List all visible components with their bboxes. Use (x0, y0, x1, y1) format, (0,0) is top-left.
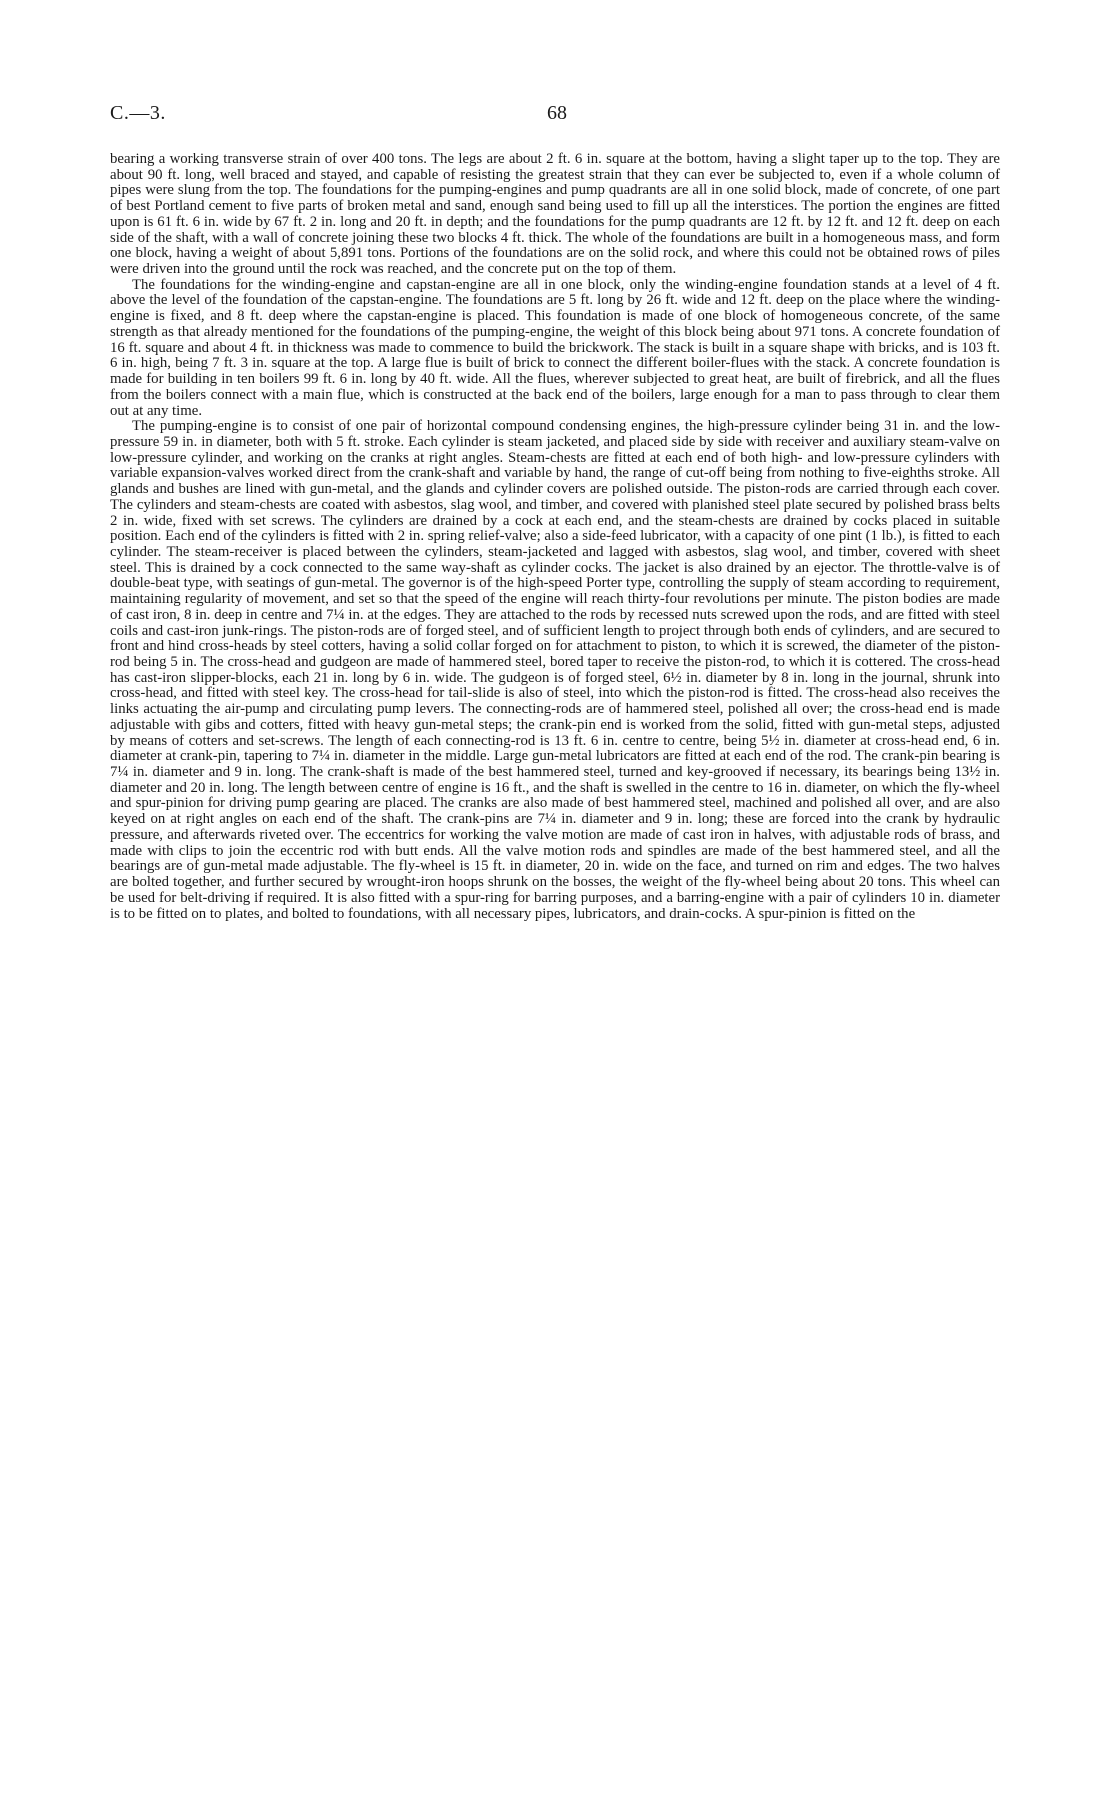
document-reference: C.—3. (110, 102, 166, 124)
body-text (110, 152, 1000, 922)
paragraph-3: The pumping-engine is to consist of one pair of horizontal compound condensing engines, the high-pressure cylinder being 31 in. and the low-pressure 59 in. in diameter, both with 5 ft. stroke. Each cylinder is steam jacketed, and placed side by side with receiver and auxiliary steam-valve on low-pressure cylinder, and working on the cranks at right angles. Steam-chests are fitted at each end of both high- and low-pressure cylinders with variable expansion-valves worked direct from the crank-shaft and variable by hand, the range of cut-off being from nothing to five-eighths stroke. All glands and bushes are lined with gun-metal, and the glands and cylinder covers are polished outside. The piston-rods are carried through each cover. The cylinders and steam-chests are coated with asbestos, slag wool, and timber, and covered with planished steel plate secured by polished brass belts 2 in. wide, fixed with set screws. The cylinders are drained by a cock at each end, and the steam-chests are drained by cocks placed in suitable position. Each end of the cylinders is fitted with 2 in. spring relief-valve; also a side-feed lubricator, with a capacity of one pint (1 lb.), is fitted to each cylinder. The steam-receiver is placed between the cylinders, steam-jacketed and lagged with asbestos, slag wool, and timber, covered with sheet steel. This is drained by a cock connected to the same way-shaft as cylinder cocks. The jacket is also drained by an ejector. The throttle-valve is of double-beat type, with seatings of gun-metal. The governor is of the high-speed Porter type, controlling the supply of steam according to requirement, maintaining regularity of movement, and set so that the speed of the engine will reach thirty-four revolutions per minute. The piston bodies are made of cast iron, 8 in. deep in centre and 7¼ in. at the edges. They are attached to the rods by recessed nuts screwed upon the rods, and are fitted with steel coils and cast-iron junk-rings. The piston-rods are of forged steel, and of sufficient length to project through both ends of cylinders, and are secured to front and hind cross-heads by steel cotters, having a solid collar forged on for attachment to piston, to which it is screwed, the diameter of the piston-rod being 5 in. The cross-head and gudgeon are made of hammered steel, bored taper to receive the piston-rod, to which it is cottered. The cross-head has cast-iron slipper-blocks, each 21 in. long by 6 in. wide. The gudgeon is of forged steel, 6½ in. diameter by 8 in. long in the journal, shrunk into cross-head, and fitted with steel key. The cross-head for tail-slide is also of steel, into which the piston-rod is fitted. The cross-head also receives the links actuating the air-pump and circulating pump levers. The connecting-rods are of hammered steel, polished all over; the cross-head end is made adjustable with gibs and cotters, fitted with heavy gun-metal steps; the crank-pin end is worked from the solid, fitted with gun-metal steps, adjusted by means of cotters and set-screws. The length of each connecting-rod is 13 ft. 6 in. centre to centre, being 5½ in. diameter at cross-head end, 6 in. diameter at crank-pin, tapering to 7¼ in. diameter in the middle. Large gun-metal lubricators are fitted at each end of the rod. The crank-pin bearing is 7¼ in. diameter and 9 in. long. The crank-shaft is made of the best hammered steel, turned and key-grooved if necessary, its bearings being 13½ in. diameter and 20 in. long. The length between centre of engine is 16 ft., and the shaft is swelled in the centre to 16 in. diameter, on which the fly-wheel and spur-pinion for driving pump gearing are placed. The cranks are also made of best hammered steel, machined and polished all over, and are also keyed on at right angles on each end of the shaft. The crank-pins are 7¼ in. diameter and 9 in. long; these are forced into the crank by hydraulic pressure, and afterwards riveted over. The eccentrics for working the valve motion are made of cast iron in halves, with adjustable rods of brass, and made with clips to join the eccentric rod with butt ends. All the valve motion rods and spindles are made of the best hammered steel, and all the bearings are of gun-metal made adjustable. The fly-wheel is 15 ft. in diameter, 20 in. wide on the face, and turned on rim and edges. The two halves are bolted together, and further secured by wrought-iron hoops shrunk on the bosses, the weight of the fly-wheel being about 20 tons. This wheel can be used for belt-driving if required. It is also fitted with a spur-ring for barring purposes, and a barring-engine with a pair of cylinders 10 in. diameter is to be fitted on to plates, and bolted to foundations, with all necessary pipes, lubricators, and drain-cocks. A spur-pinion is fitted on the (110, 418, 1000, 922)
paragraph-1: bearing a working transverse strain of over 400 tons. The legs are about 2 ft. 6 in. square at the bottom, having a slight taper up to the top. They are about 90 ft. long, well braced and stayed, and capable of resisting the greatest strain that they can ever be subjected to, even if a whole column of pipes were slung from the top. The foundations for the pumping-engines and pump quadrants are all in one solid block, made of concrete, of one part of best Portland cement to five parts of broken metal and sand, enough sand being used to fill up all the interstices. The portion the engines are fitted upon is 61 ft. 6 in. wide by 67 ft. 2 in. long and 20 ft. in depth; and the foundations for the pump quadrants are 12 ft. by 12 ft. and 12 ft. deep on each side of the shaft, with a wall of concrete joining these two blocks 4 ft. thick. The whole of the foundations are built in a homogeneous mass, and form one block, having a weight of about 5,891 tons. Portions of the foundations are on the solid rock, and where this could not be obtained rows of piles were driven into the ground until the rock was reached, and the concrete put on the top of them. (110, 151, 1000, 278)
paragraph-2: The foundations for the winding-engine and capstan-engine are all in one block, only the winding-engine foundation stands at a level of 4 ft. above the level of the foundation of the capstan-engine. The foundations are 5 ft. long by 26 ft. wide and 12 ft. deep on the place where the winding-engine is fixed, and 8 ft. deep where the capstan-engine is placed. This foundation is made of one block of homogeneous concrete, of the same strength as that already mentioned for the foundations of the pumping-engine, the weight of this block being about 971 tons. A concrete foundation of 16 ft. square and about 4 ft. in thickness was made to commence to build the brickwork. The stack is built in a square shape with bricks, and is 103 ft. 6 in. high, being 7 ft. 3 in. square at the top. A large flue is built of brick to connect the different boiler-flues with the stack. A concrete foundation is made for building in ten boilers 99 ft. 6 in. long by 40 ft. wide. All the flues, wherever subjected to great heat, are built of firebrick, and all the flues from the boilers connect with a main flue, which is constructed at the back end of the boilers, large enough for a man to pass through to clear them out at any time. (110, 276, 1000, 419)
page-number: 68 (547, 102, 567, 124)
page-header (110, 102, 1000, 126)
